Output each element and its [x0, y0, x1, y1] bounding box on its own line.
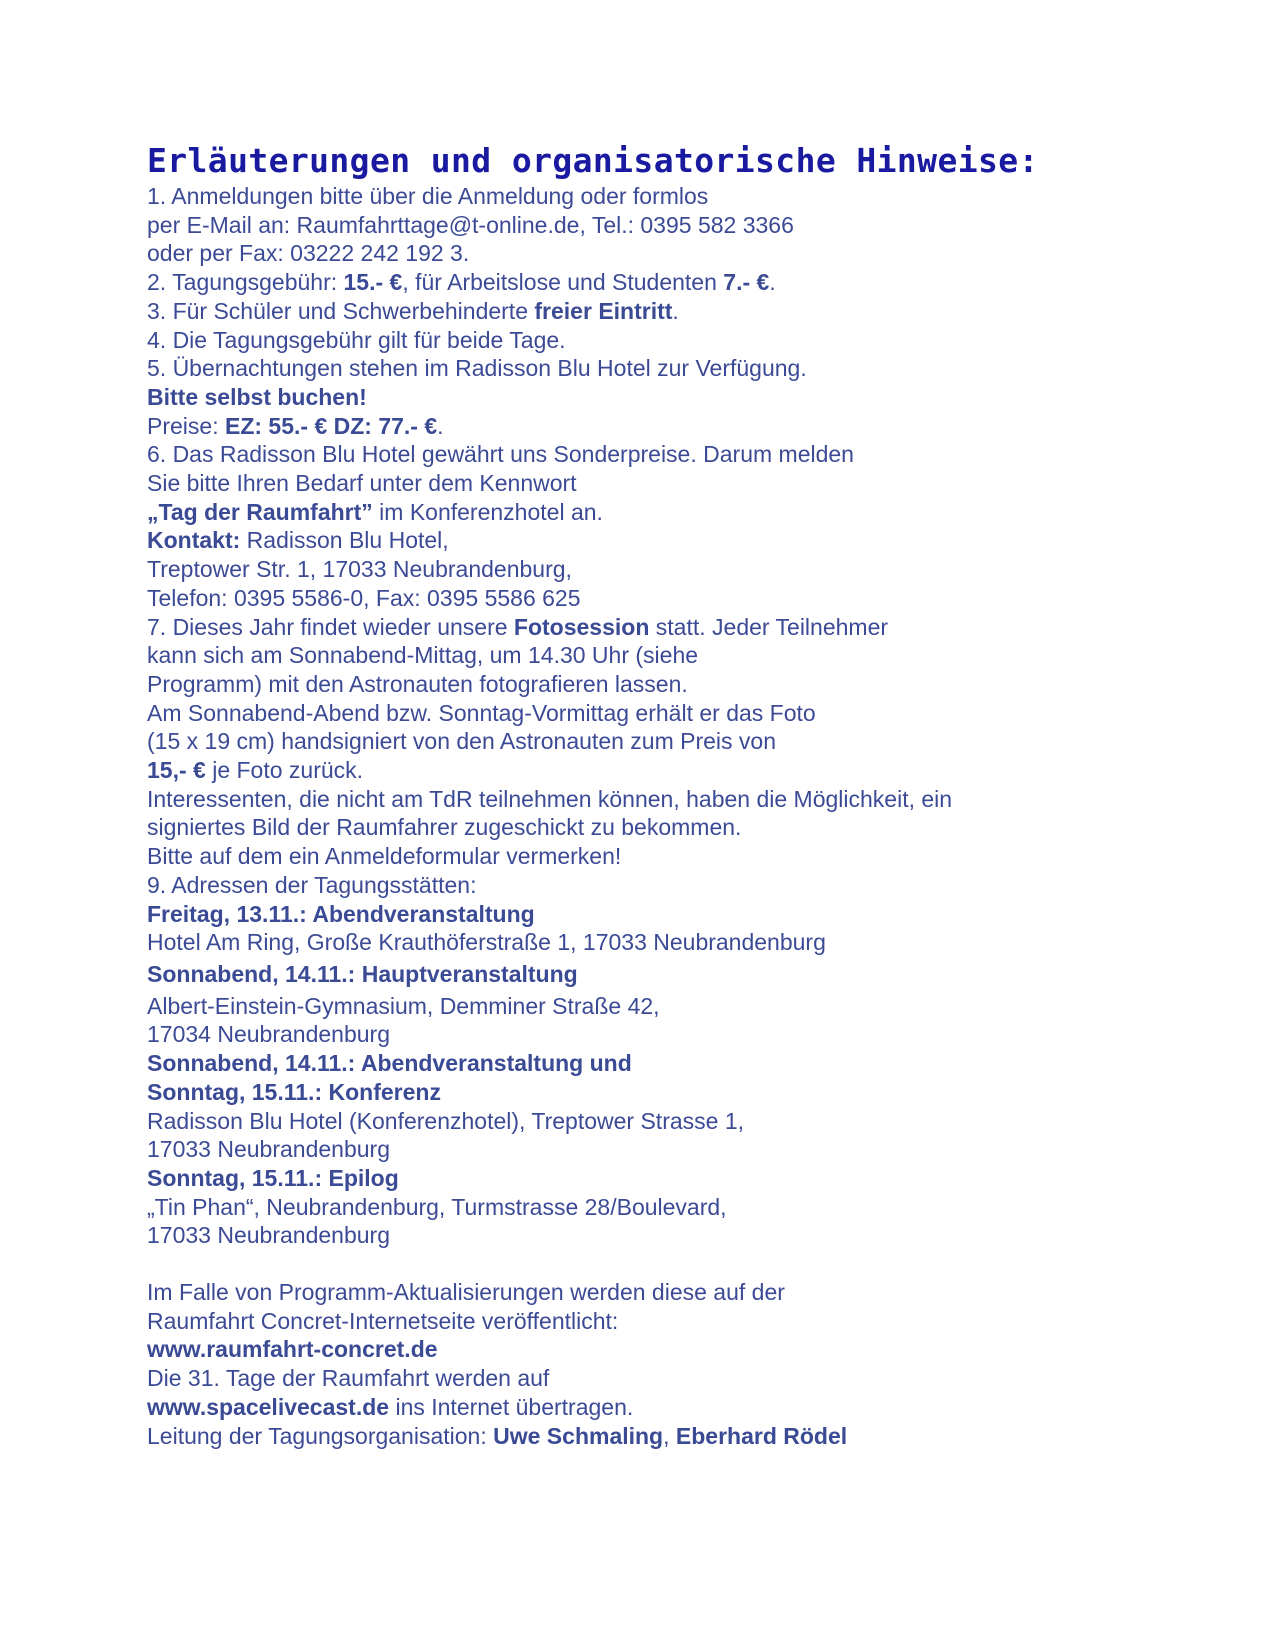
venue-address: 17034 Neubrandenburg: [147, 1021, 390, 1048]
organizer-name: Eberhard Rödel: [675, 1422, 848, 1449]
organizers-line: [147, 1422, 1227, 1451]
venue-heading: Sonnabend, 14.11.: Abendveranstaltung und: [147, 1050, 632, 1077]
livecast-line: [147, 1393, 1227, 1422]
text: je Foto zurück.: [205, 757, 364, 784]
venue-heading: Sonntag, 15.11.: Konferenz: [147, 1078, 441, 1105]
text: Leitung der Tagungsorganisation:: [147, 1422, 494, 1449]
text: im Konferenzhotel an.: [372, 498, 603, 525]
text: 3. Für Schüler und Schwerbehinderte: [147, 297, 535, 324]
text-line: Treptower Str. 1, 17033 Neubrandenburg,: [147, 556, 572, 583]
website-link[interactable]: www.raumfahrt-concret.de: [147, 1336, 438, 1363]
keyword-line: [147, 498, 1227, 527]
venue-address: Hotel Am Ring, Große Krauthöferstraße 1, 17033 Neubrandenburg: [147, 929, 826, 956]
text: 7. Dieses Jahr findet wieder unsere: [147, 613, 514, 640]
text-line: Sie bitte Ihren Bedarf unter dem Kennwort: [147, 470, 577, 497]
free-entry: freier Eintritt: [534, 297, 673, 324]
text: .: [672, 297, 679, 324]
text: 2. Tagungsgebühr:: [147, 269, 344, 296]
room-prices: EZ: 55.- € DZ: 77.- €: [224, 412, 438, 439]
venue-heading: Sonntag, 15.11.: Epilog: [147, 1164, 399, 1191]
text-line: per E-Mail an: Raumfahrttage@t-online.de, Tel.: 0395 582 3366: [147, 211, 794, 238]
photo-session-line: [147, 613, 1227, 642]
organizer-name: Uwe Schmaling: [493, 1422, 664, 1449]
venue-address: Albert-Einstein-Gymnasium, Demminer Straße 42,: [147, 992, 660, 1019]
text: ins Internet übertragen.: [389, 1393, 634, 1420]
reduced-fee-amount: 7.- €: [723, 269, 770, 296]
text-line: oder per Fax: 03222 242 192 3.: [147, 240, 470, 267]
notes-body: [147, 182, 1227, 1450]
booking-note: Bitte selbst buchen!: [147, 383, 367, 410]
text-line: Die 31. Tage der Raumfahrt werden auf: [147, 1365, 550, 1392]
text-line: Telefon: 0395 5586-0, Fax: 0395 5586 625: [147, 584, 581, 611]
text: ,: [663, 1422, 676, 1449]
fee-amount: 15.- €: [343, 269, 403, 296]
venue-address: 17033 Neubrandenburg: [147, 1222, 390, 1249]
text-line: 5. Übernachtungen stehen im Radisson Blu Hotel zur Verfügung.: [147, 355, 807, 382]
text-line: Am Sonnabend-Abend bzw. Sonntag-Vormittag erhält er das Foto: [147, 699, 816, 726]
text: .: [437, 412, 444, 439]
text-line: (15 x 19 cm) handsigniert von den Astronauten zum Preis von: [147, 728, 777, 755]
photo-price: 15,- €: [147, 757, 206, 784]
text-line: Im Falle von Programm-Aktualisierungen werden diese auf der: [147, 1279, 785, 1306]
venue-heading: Freitag, 13.11.: Abendveranstaltung: [147, 900, 535, 927]
text-line: 6. Das Radisson Blu Hotel gewährt uns Sonderpreise. Darum melden: [147, 441, 854, 468]
text-line: Programm) mit den Astronauten fotografieren lassen.: [147, 670, 688, 697]
text: Preise:: [147, 412, 225, 439]
text-line: Bitte auf dem ein Anmeldeformular vermerken!: [147, 843, 622, 870]
contact-label: Kontakt:: [147, 527, 241, 554]
free-entry-line: [147, 297, 1227, 326]
contact-line: [147, 526, 1227, 555]
text: , für Arbeitslose und Studenten: [402, 269, 724, 296]
venue-heading: Sonnabend, 14.11.: Hauptveranstaltung: [147, 960, 578, 987]
photo-price-line: [147, 756, 1227, 785]
document-page: [147, 140, 1227, 1450]
venue-address: „Tin Phan“, Neubrandenburg, Turmstrasse 28/Boulevard,: [147, 1193, 727, 1220]
venue-address: 17033 Neubrandenburg: [147, 1136, 390, 1163]
text-line: 1. Anmeldungen bitte über die Anmeldung oder formlos: [147, 183, 709, 209]
livecast-link[interactable]: www.spacelivecast.de: [147, 1393, 390, 1420]
text: Radisson Blu Hotel,: [240, 527, 449, 554]
text-line: Interessenten, die nicht am TdR teilnehmen können, haben die Möglichkeit, ein: [147, 785, 953, 812]
page-title: Erläuterungen und organisatorische Hinweise:: [147, 141, 1039, 180]
text-line: 4. Die Tagungsgebühr gilt für beide Tage.: [147, 326, 566, 353]
venue-address: Radisson Blu Hotel (Konferenzhotel), Treptower Strasse 1,: [147, 1107, 745, 1134]
text: .: [769, 269, 776, 296]
text: statt. Jeder Teilnehmer: [649, 613, 889, 640]
text-line: 9. Adressen der Tagungsstätten:: [147, 871, 477, 898]
photo-session: Fotosession: [513, 613, 650, 640]
prices-line: [147, 412, 1227, 441]
text-line: Raumfahrt Concret-Internetseite veröffentlicht:: [147, 1307, 619, 1334]
keyword: „Tag der Raumfahrt”: [147, 498, 373, 525]
fee-line: [147, 268, 1227, 297]
text-line: kann sich am Sonnabend-Mittag, um 14.30 Uhr (siehe: [147, 642, 699, 669]
text-line: signiertes Bild der Raumfahrer zugeschickt zu bekommen.: [147, 814, 742, 841]
spacer: [147, 1250, 1227, 1278]
